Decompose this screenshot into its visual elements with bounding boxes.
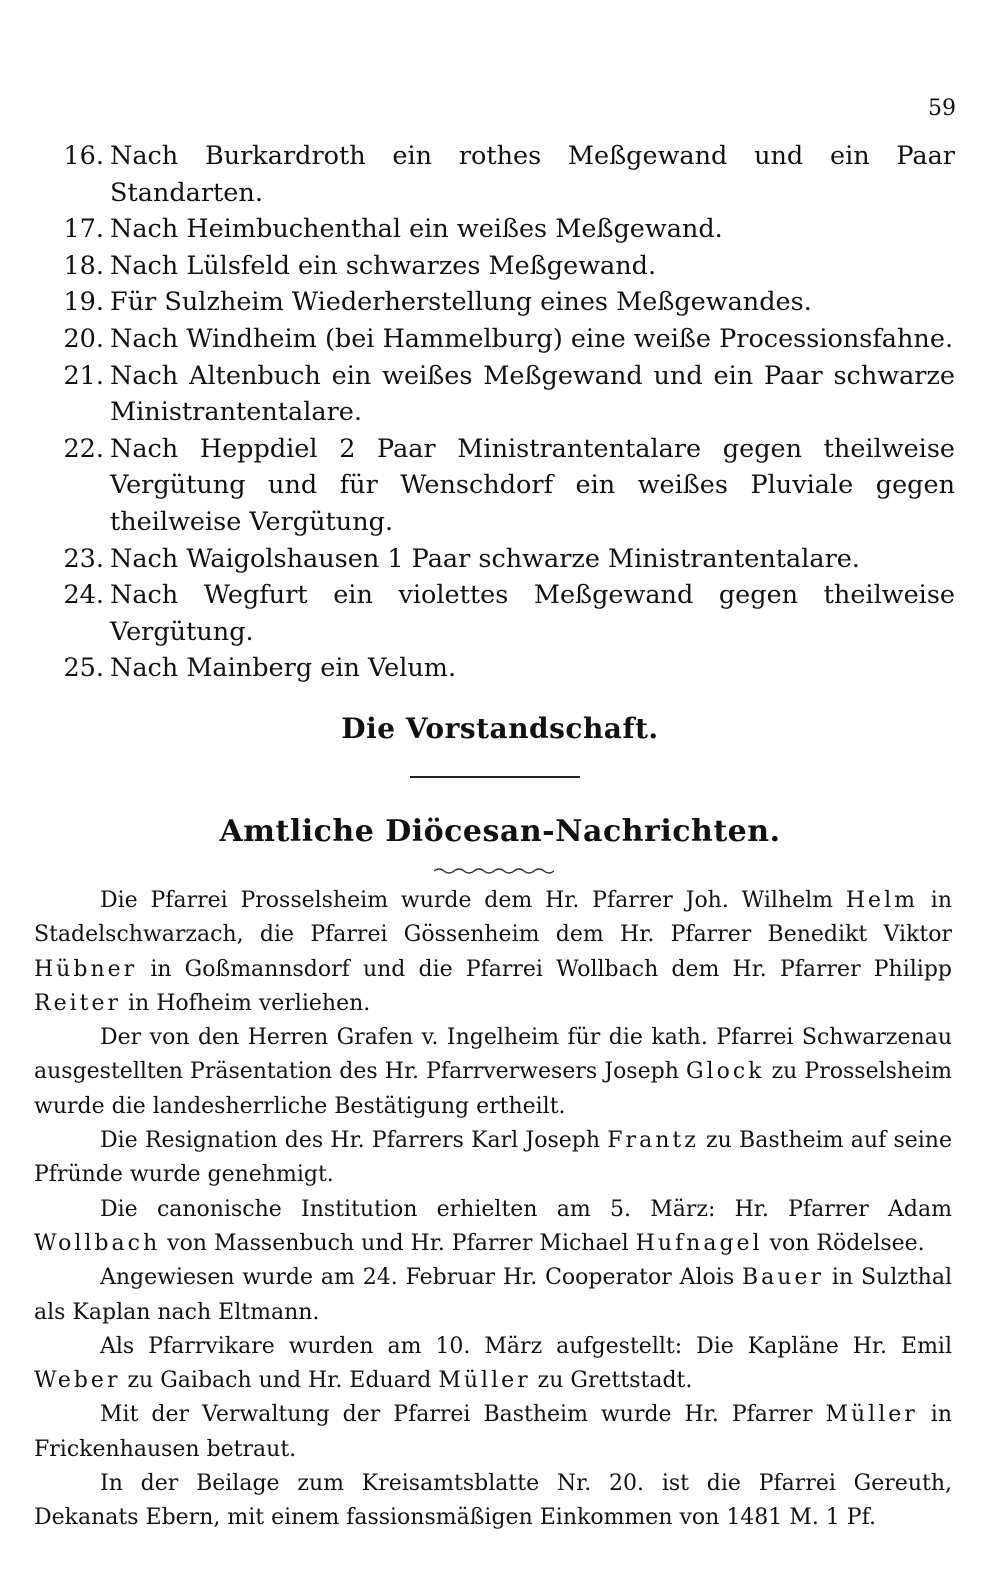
item-number: 17. — [63, 214, 104, 245]
list-item — [40, 541, 955, 578]
diocesan-news — [34, 884, 952, 1536]
item-text: Nach Heppdiel 2 Paar Ministrantentalare gegen theilweise Vergütung und für Wenschdorf ein weißes Pluviale gegen theilweise Vergütung. — [110, 433, 955, 537]
item-number: 22. — [63, 433, 104, 464]
list-item — [40, 431, 955, 541]
list-item — [40, 211, 955, 248]
news-paragraph — [34, 1398, 952, 1467]
item-text: Nach Burkardroth ein rothes Meßgewand und ein Paar Standarten. — [110, 141, 955, 208]
text-run: Mit der Verwaltung der Pfarrei Bastheim wurde Hr. Pfarrer — [100, 1402, 826, 1428]
item-number: 18. — [63, 250, 104, 281]
text-run: zu Prosselsheim wurde die landesherrliche Bestätigung ertheilt. — [34, 1059, 953, 1119]
signature-heading: Die Vorstandschaft. — [341, 712, 659, 745]
text-run: Angewiesen wurde am 24. Februar Hr. Cooperator Alois — [100, 1265, 742, 1291]
ornament-squiggle — [434, 866, 554, 876]
horizontal-rule — [410, 776, 580, 778]
text-run: Der von den Herren Grafen v. Ingelheim für die kath. Pfarrei Schwarzenau ausgestellten Präsentation des Hr. Pfarrverwesers Joseph — [34, 1025, 952, 1085]
person-name: Frantz — [607, 1128, 699, 1154]
text-run: zu Gaibach und Hr. Eduard — [120, 1368, 439, 1394]
text-run: in Sulzthal als Kaplan nach Eltmann. — [34, 1265, 952, 1325]
person-name: Reiter — [34, 990, 121, 1016]
item-text: Für Sulzheim Wiederherstellung eines Meßgewandes. — [110, 287, 812, 318]
person-name: Müller — [825, 1402, 918, 1428]
text-run: Die Pfarrei Prosselsheim wurde dem Hr. Pfarrer Joh. Wilhelm — [100, 888, 846, 913]
list-item — [40, 358, 955, 431]
news-paragraph — [34, 884, 952, 1021]
item-number: 19. — [63, 287, 104, 318]
item-number: 24. — [63, 580, 104, 611]
text-run: in Stadelschwarzach, die Pfarrei Gössenheim dem Hr. Pfarrer Benedikt Viktor — [34, 888, 952, 948]
list-item — [40, 650, 955, 687]
item-number: 21. — [63, 360, 104, 391]
item-number: 23. — [63, 543, 104, 574]
text-run: zu Bastheim auf seine Pfründe wurde genehmigt. — [34, 1128, 952, 1188]
text-run: Die canonische Institution erhielten am 5. März: Hr. Pfarrer Adam — [100, 1196, 952, 1222]
text-run: in Hofheim verliehen. — [121, 990, 371, 1016]
text-run: Als Pfarrvikare wurden am 10. März aufgestellt: Die Kapläne Hr. Emil — [100, 1333, 952, 1359]
person-name: Weber — [34, 1368, 121, 1394]
text-run: von Rödelsee. — [762, 1230, 925, 1256]
person-name: Wollbach — [34, 1230, 161, 1256]
text-run: in Goßmannsdorf und die Pfarrei Wollbach dem Hr. Pfarrer Philipp — [137, 956, 952, 982]
item-text: Nach Waigolshausen 1 Paar schwarze Ministrantentalare. — [110, 543, 860, 574]
text-run: Die Resignation des Hr. Pfarrers Karl Joseph — [100, 1128, 608, 1154]
list-item — [40, 138, 955, 211]
news-paragraph — [34, 1193, 952, 1262]
list-item — [40, 284, 955, 321]
list-item — [40, 577, 955, 650]
person-name: Helm — [845, 888, 918, 913]
person-name: Müller — [438, 1368, 531, 1394]
item-number: 16. — [63, 141, 104, 171]
list-item — [40, 321, 955, 358]
person-name: Glock — [685, 1059, 765, 1085]
item-text: Nach Mainberg ein Velum. — [110, 653, 457, 684]
item-text: Nach Altenbuch ein weißes Meßgewand und ein Paar schwarze Ministrantentalare. — [110, 360, 955, 428]
section-title: Amtliche Diöcesan-Nachrichten. — [219, 814, 781, 849]
text-run: in Frickenhausen betraut. — [34, 1402, 952, 1462]
item-text: Nach Windheim (bei Hammelburg) eine weiße Processionsfahne. — [110, 323, 954, 354]
text-run: In der Beilage zum Kreisamtsblatte Nr. 20. ist die Pfarrei Gereuth, Dekanats Ebern, mit einem fassionsmäßigen Einkommen von 1481 M. 1 Pf. — [34, 1471, 952, 1531]
news-paragraph — [34, 1330, 952, 1399]
news-paragraph — [34, 1021, 952, 1124]
news-paragraph — [34, 1467, 952, 1536]
item-number: 20. — [63, 323, 104, 354]
donation-list — [40, 138, 955, 687]
person-name: Bauer — [742, 1265, 824, 1291]
item-text: Nach Heimbuchenthal ein weißes Meßgewand. — [110, 214, 723, 245]
person-name: Hufnagel — [635, 1230, 763, 1256]
news-paragraph — [34, 1124, 952, 1193]
person-name: Hübner — [34, 956, 138, 982]
item-text: Nach Wegfurt ein violettes Meßgewand gegen theilweise Vergütung. — [110, 580, 955, 647]
item-number: 25. — [63, 653, 104, 684]
text-run: von Massenbuch und Hr. Pfarrer Michael — [160, 1230, 636, 1256]
page-number: 59 — [928, 96, 956, 121]
news-paragraph — [34, 1261, 952, 1330]
text-run: zu Grettstadt. — [530, 1368, 693, 1394]
list-item — [40, 248, 955, 285]
item-text: Nach Lülsfeld ein schwarzes Meßgewand. — [110, 250, 657, 281]
